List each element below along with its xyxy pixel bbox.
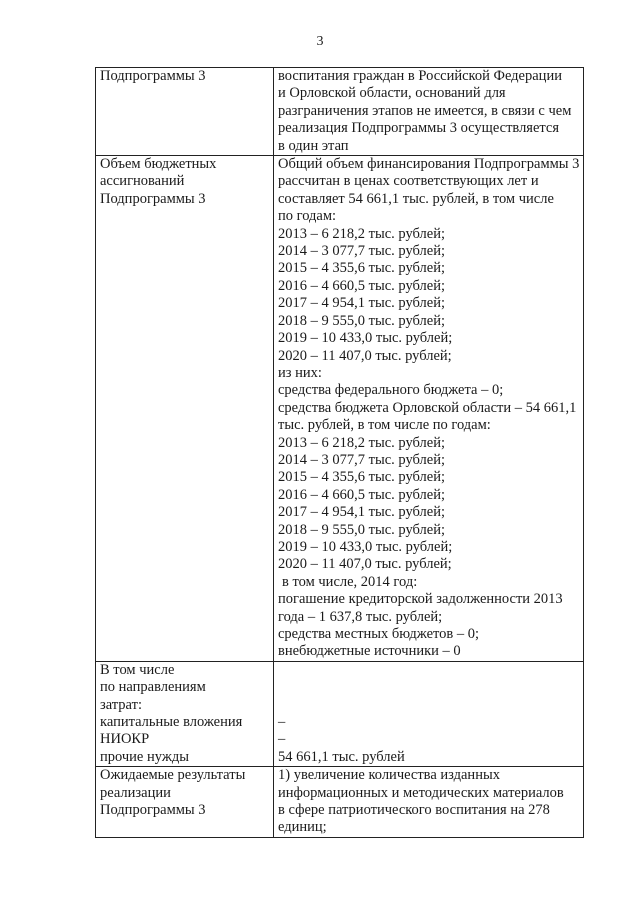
label-line: Ожидаемые результаты	[100, 767, 246, 784]
value-line: 2017 – 4 954,1 тыс. рублей;	[278, 295, 445, 312]
label-line: капитальные вложения	[100, 714, 243, 731]
row-value-cell	[274, 661, 584, 766]
value-line: и Орловской области, оснований для	[278, 85, 506, 102]
value-line: 2015 – 4 355,6 тыс. рублей;	[278, 260, 445, 277]
label-line: затрат:	[100, 696, 142, 713]
value-line: Общий объем финансирования Подпрограммы 3	[278, 156, 580, 173]
value-line: составляет 54 661,1 тыс. рублей, в том числе	[278, 190, 554, 207]
row-value-cell	[274, 156, 584, 662]
value-line	[278, 697, 579, 714]
value-line: средства местных бюджетов – 0;	[278, 626, 480, 642]
value-line	[278, 662, 579, 679]
value-line: воспитания граждан в Российской Федерации	[278, 68, 562, 84]
value-line: 2013 – 6 218,2 тыс. рублей;	[278, 434, 445, 451]
label-line: Объем бюджетных	[100, 156, 217, 173]
table-row	[96, 767, 584, 838]
value-line: тыс. рублей, в том числе по годам:	[278, 417, 491, 434]
value-line: –	[278, 714, 286, 731]
value-line: 2017 – 4 954,1 тыс. рублей;	[278, 504, 445, 521]
value-line: в том числе, 2014 год:	[282, 573, 418, 590]
value-line: 2013 – 6 218,2 тыс. рублей;	[278, 225, 445, 242]
value-line: средства федерального бюджета – 0;	[278, 382, 504, 399]
value-line: информационных и методических материалов	[278, 784, 564, 801]
value-line: 2016 – 4 660,5 тыс. рублей;	[278, 486, 445, 503]
label-line: прочие нужды	[100, 748, 189, 765]
value-line: 2020 – 11 407,0 тыс. рублей;	[278, 347, 452, 364]
value-line: рассчитан в ценах соответствующих лет и	[278, 173, 539, 190]
label-line: Подпрограммы 3	[100, 68, 206, 84]
value-line: в сфере патриотического воспитания на 278	[278, 802, 550, 819]
label-line: реализации	[100, 784, 171, 801]
value-line: 1) увеличение количества изданных	[278, 767, 500, 784]
value-line: разграничения этапов не имеется, в связи с чем	[278, 102, 572, 119]
value-line: по годам:	[278, 208, 337, 225]
value-line: единиц;	[278, 819, 327, 836]
value-line: года – 1 637,8 тыс. рублей;	[278, 608, 443, 625]
value-line: из них:	[278, 364, 322, 381]
row-label-cell	[96, 156, 274, 662]
table-row	[96, 156, 584, 662]
value-line: 2019 – 10 433,0 тыс. рублей;	[278, 538, 453, 555]
label-line: Подпрограммы 3	[100, 802, 206, 819]
page-number: 3	[316, 34, 324, 49]
value-line: 2016 – 4 660,5 тыс. рублей;	[278, 277, 445, 294]
row-label-cell	[96, 767, 274, 838]
table-row	[96, 661, 584, 766]
label-line: Подпрограммы 3	[100, 190, 206, 207]
label-line: В том числе	[100, 661, 175, 678]
label-line: НИОКР	[100, 731, 150, 748]
value-line: 2014 – 3 077,7 тыс. рублей;	[278, 451, 445, 468]
row-label-cell	[96, 68, 274, 156]
value-line: 2015 – 4 355,6 тыс. рублей;	[278, 469, 445, 486]
value-line: 2018 – 9 555,0 тыс. рублей;	[278, 521, 445, 538]
label-line: ассигнований	[100, 173, 185, 190]
value-line: 2020 – 11 407,0 тыс. рублей;	[278, 556, 452, 573]
value-line	[278, 679, 579, 696]
value-line: реализация Подпрограммы 3 осуществляется	[278, 120, 560, 137]
row-value-cell	[274, 767, 584, 838]
table-row	[96, 68, 584, 156]
value-line: средства бюджета Орловской области – 54 661,1	[278, 399, 577, 416]
value-line: 54 661,1 тыс. рублей	[278, 748, 405, 765]
value-line: 2014 – 3 077,7 тыс. рублей;	[278, 243, 445, 260]
passport-table	[95, 67, 584, 838]
value-line: 2019 – 10 433,0 тыс. рублей;	[278, 330, 453, 347]
value-line: в один этап	[278, 137, 349, 154]
value-line: погашение кредиторской задолженности 2013	[278, 591, 563, 608]
row-value-cell	[274, 68, 584, 156]
value-line: 2018 – 9 555,0 тыс. рублей;	[278, 312, 445, 329]
label-line: по направлениям	[100, 679, 206, 696]
row-label-cell	[96, 661, 274, 766]
value-line: внебюджетные источники – 0	[278, 643, 461, 660]
value-line: –	[278, 731, 286, 748]
